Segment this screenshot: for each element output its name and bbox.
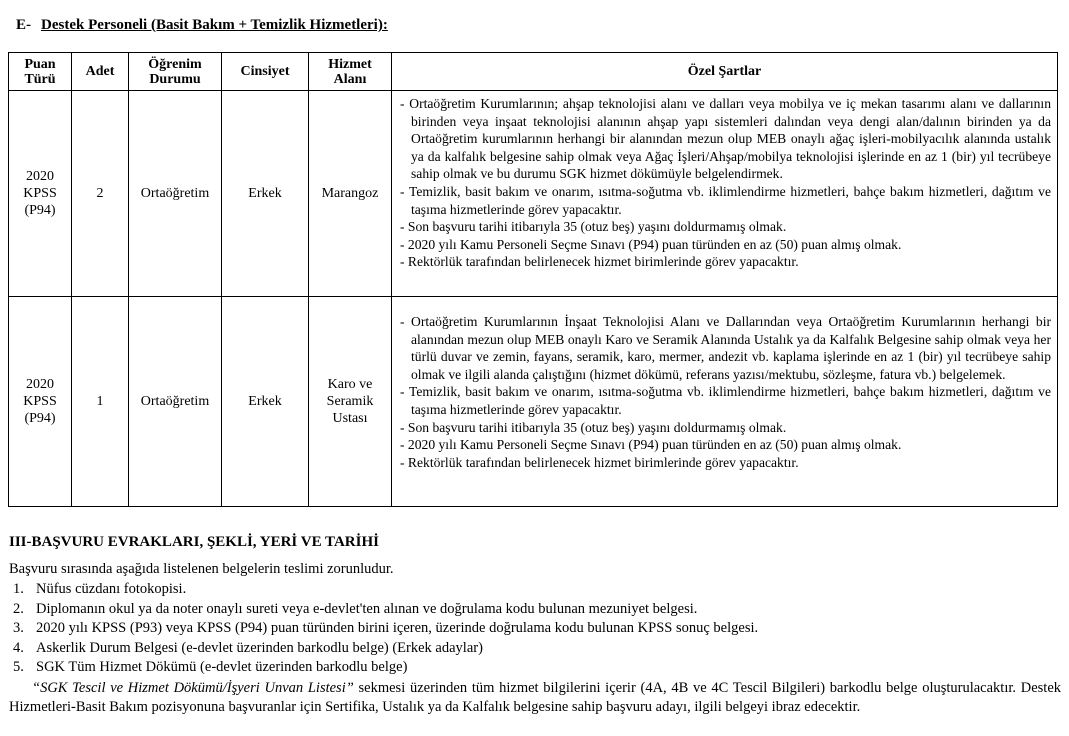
- cell-cinsiyet: Erkek: [222, 91, 309, 297]
- cell-ogrenim: Ortaöğretim: [129, 297, 222, 507]
- item-number: 2.: [13, 600, 24, 617]
- item-number: 3.: [13, 620, 24, 636]
- cell-puan-turu: 2020 KPSS (P94): [9, 91, 72, 297]
- table-header-row: [9, 53, 1058, 91]
- condition-item: - 2020 yılı Kamu Personeli Seçme Sınavı (P94) puan türünden en az (50) puan almış olmak.: [400, 236, 902, 252]
- item-text: Diplomanın okul ya da noter onaylı sureti veya e-devlet'ten alınan ve doğrulama kodu bulunan mezuniyet belgesi.: [36, 600, 698, 617]
- header-ogrenim-durumu: Öğrenim Durumu: [129, 53, 222, 91]
- condition-item: - Ortaöğretim Kurumlarının; ahşap teknolojisi alanı ve dalları veya mobilya ve iç mekan tasarımı alanı ve dallarının birinden veya inşaat teknolojisi alanının ahşap yapı sistemleri dalından veya dengi alan/dalının birinden ya da Ortaöğretim kurumlarının herhangi bir alanından mezun olup MEB onaylı ağaç işleri-mobilyacılık alanında ustalık ya da kalfalık belgesine sahip olmak veya Ağaç İşleri/Ahşap/mobilya teknolojisi işlerinde en az 1 (bir) yıl tecrübeye sahip olmak ve bu durumu SGK hizmet dökümüyle belgelendirmek.: [400, 96, 1051, 182]
- item-number: 4.: [13, 639, 24, 656]
- cell-hizmet-alani: Marangoz: [309, 91, 392, 297]
- note-quote: “SGK Tescil ve Hizmet Dökümü/İşyeri Unvan Listesi”: [32, 680, 354, 696]
- cell-adet: 1: [72, 297, 129, 507]
- positions-table: [8, 52, 1058, 507]
- cell-cinsiyet: Erkek: [222, 297, 309, 507]
- note-text: sekmesi üzerinden tüm hizmet bilgilerini içerir (4A, 4B ve 4C Tescil Bilgileri) barkodlu belge oluşturulacaktır. Destek Hizmetleri-Basit Bakım pozisyonuna başvuranlar için Sertifika, Ustalık ya da Kalfalık belgesine sahip başvuru adayı, ilgili belgeyi ibraz edecektir.: [9, 680, 1061, 715]
- cell-ogrenim: Ortaöğretim: [129, 91, 222, 297]
- section-title: Destek Personeli (Basit Bakım + Temizlik Hizmetleri):: [41, 17, 388, 33]
- item-text: Nüfus cüzdanı fotokopisi.: [36, 581, 187, 597]
- section-letter: E-: [16, 17, 31, 33]
- required-documents-list: [9, 580, 758, 678]
- cell-puan-turu: 2020 KPSS (P94): [9, 297, 72, 507]
- cell-ozel-sartlar: [392, 91, 1058, 297]
- condition-item: - Son başvuru tarihi itibarıyla 35 (otuz beş) yaşını doldurmamış olmak.: [400, 219, 787, 235]
- header-cinsiyet: Cinsiyet: [222, 53, 309, 91]
- header-adet: Adet: [72, 53, 129, 91]
- list-item: [9, 639, 758, 659]
- condition-item: - Rektörlük tarafından belirlenecek hizmet birimlerinde görev yapacaktır.: [400, 254, 799, 270]
- condition-item: - Ortaöğretim Kurumlarının İnşaat Teknolojisi Alanı ve Dallarından veya Ortaöğretim Kurumlarının herhangi bir alanından mezun olup MEB onaylı Karo ve Seramik Alanında Ustalık ya da Kalfalık Belgesine sahip olmak veya her türlü duvar ve zemin, fayans, seramik, karo, mermer, andezit vb. kaplama işlerinde en az 1 (bir) yıl tecrübeye sahip olmak ve ilgili alanda çalıştığını (hizmet dökümü, referans yazısı/mektubu, sözleşme, fatura vb.) belgelemek.: [400, 314, 1051, 382]
- list-item: [9, 658, 758, 678]
- condition-item: - Son başvuru tarihi itibarıyla 35 (otuz beş) yaşını doldurmamış olmak.: [400, 419, 787, 435]
- list-item: [9, 619, 758, 639]
- header-ozel-sartlar: Özel Şartlar: [392, 53, 1058, 91]
- cell-adet: 2: [72, 91, 129, 297]
- condition-item: - Temizlik, basit bakım ve onarım, ısıtma-soğutma vb. iklimlendirme hizmetleri, bahçe bakım hizmetleri, dağıtım ve taşıma hizmetlerinde görev yapacaktır.: [400, 384, 1051, 417]
- section-heading: [16, 17, 388, 34]
- cell-hizmet-alani: Karo ve Seramik Ustası: [309, 297, 392, 507]
- item-text: SGK Tüm Hizmet Dökümü (e-devlet üzerinden barkodlu belge): [36, 659, 408, 675]
- part-three-intro: Başvuru sırasında aşağıda listelenen belgelerin teslimi zorunludur.: [9, 561, 394, 577]
- list-item: [9, 600, 758, 620]
- header-puan-turu: Puan Türü: [9, 53, 72, 91]
- header-hizmet-alani: Hizmet Alanı: [309, 53, 392, 91]
- condition-item: - Rektörlük tarafından belirlenecek hizmet birimlerinde görev yapacaktır.: [400, 454, 799, 470]
- item-number: 1.: [13, 581, 24, 597]
- condition-item: - 2020 yılı Kamu Personeli Seçme Sınavı (P94) puan türünden en az (50) puan almış olmak.: [400, 437, 902, 453]
- part-three-title: III-BAŞVURU EVRAKLARI, ŞEKLİ, YERİ VE TARİHİ: [9, 534, 379, 550]
- item-number: 5.: [13, 659, 24, 675]
- table-row: [9, 297, 1058, 507]
- table-row: [9, 91, 1058, 297]
- list-item: [9, 580, 758, 600]
- sgk-note: [9, 679, 1061, 717]
- item-text: 2020 yılı KPSS (P93) veya KPSS (P94) puan türünden birini içeren, üzerinde doğrulama kodu bulunan KPSS sonuç belgesi.: [36, 620, 759, 636]
- cell-ozel-sartlar: [392, 297, 1058, 507]
- item-text: Askerlik Durum Belgesi (e-devlet üzerinden barkodlu belge) (Erkek adaylar): [36, 639, 483, 656]
- condition-item: - Temizlik, basit bakım ve onarım, ısıtma-soğutma vb. iklimlendirme hizmetleri, bahçe bakım hizmetleri, dağıtım ve taşıma hizmetlerinde görev yapacaktır.: [400, 183, 1051, 217]
